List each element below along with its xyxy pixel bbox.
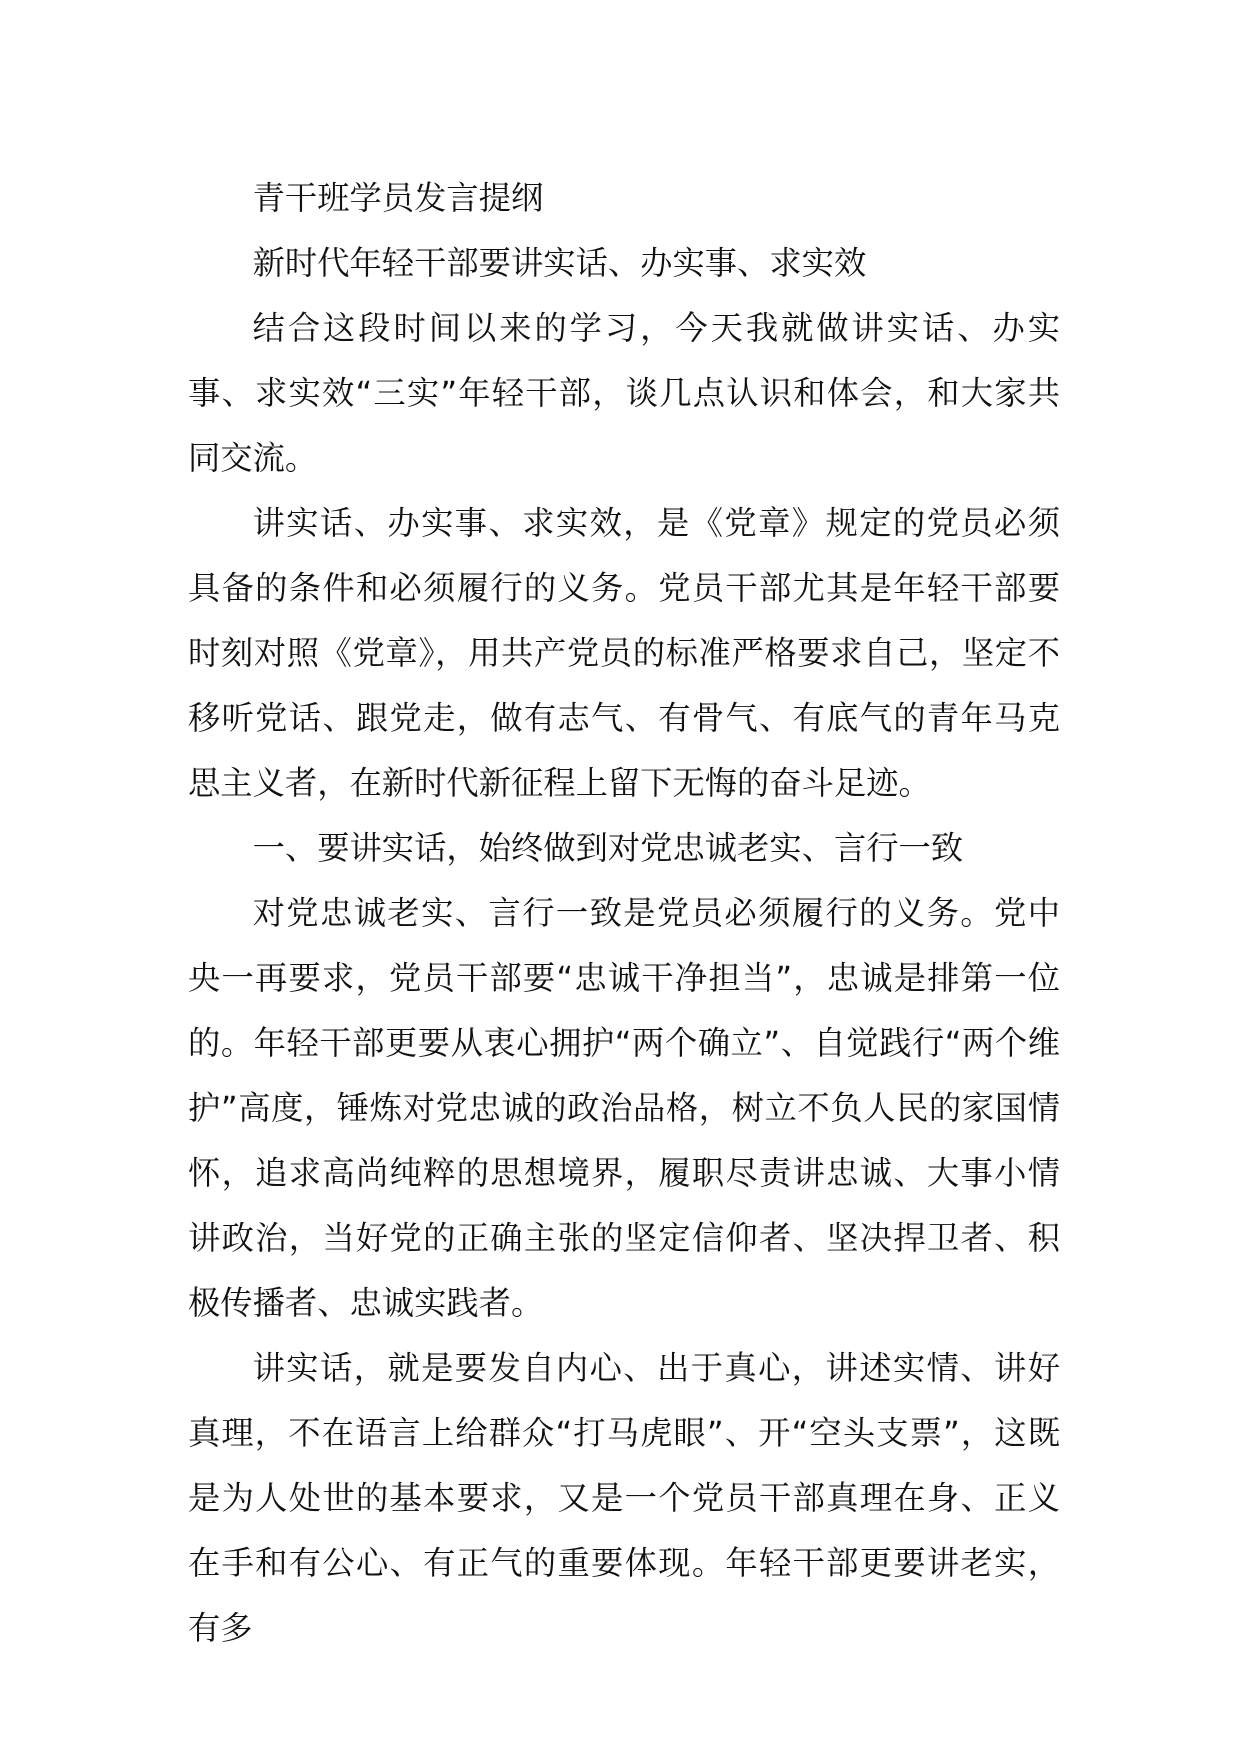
party-constitution-paragraph: 讲实话、办实事、求实效，是《党章》规定的党员必须具备的条件和必须履行的义务。党员干部尤其是年轻干部要时刻对照《党章》，用共产党员的标准严格要求自己，坚定不移听党话、跟党走，做有志气、有骨气、有底气的青年马克思主义者，在新时代新征程上留下无悔的奋斗足迹。 [188,504,1060,802]
document-title: 青干班学员发言提纲 [252,179,544,217]
loyalty-paragraph: 对党忠诚老实、言行一致是党员必须履行的义务。党中央一再要求，党员干部要“忠诚干净担当”，忠诚是排第一位的。年轻干部更要从衷心拥护“两个确立”、自觉践行“两个维护”高度，锤炼对党忠诚的政治品格，树立不负人民的家国情怀，追求高尚纯粹的思想境界，履职尽责讲忠诚、大事小情讲政治，当好党的正确主张的坚定信仰者、坚决捍卫者、积极传播者、忠诚实践者。 [188,894,1060,1322]
intro-paragraph: 结合这段时间以来的学习，今天我就做讲实话、办实事、求实效“三实”年轻干部，谈几点认识和体会，和大家共同交流。 [188,309,1060,477]
document-subtitle: 新时代年轻干部要讲实话、办实事、求实效 [252,244,867,282]
speak-truth-paragraph: 讲实话，就是要发自内心、出于真心，讲述实情、讲好真理，不在语言上给群众“打马虎眼”、开“空头支票”，这既是为人处世的基本要求，又是一个党员干部真理在身、正义在手和有公心、有正气的重要体现。年轻干部更要讲老实，有多 [188,1349,1060,1647]
section-heading: 一、要讲实话，始终做到对党忠诚老实、言行一致 [252,829,964,867]
document-body [188,166,1060,1661]
